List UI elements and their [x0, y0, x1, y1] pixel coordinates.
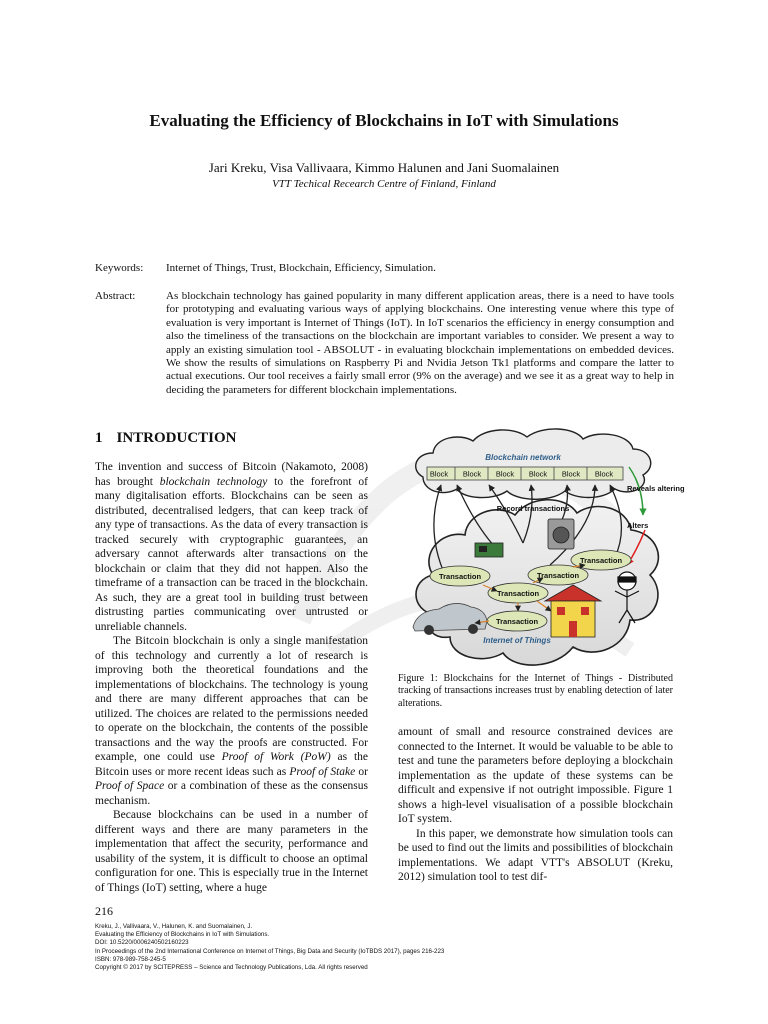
abstract-label: Abstract: [95, 290, 136, 302]
footer-line: In Proceedings of the 2nd International Conference on Internet of Things, Big Data and Security (IoTBDS 2017), pages 216-223 [95, 947, 445, 955]
abstract-text: As blockchain technology has gained popularity in many different application areas, there is a need to have tools for prototyping and evaluating various ways of applying blockchains. One interesting venue where this type of evaluation is very important is Internet of Things (IoT). In IoT scenarios the efficiency in energy consumption and also the timeliness of the transactions on the blockchain are important variables to consider. We present a way to apply an existing simulation tool - ABSOLUT - in evaluating blockchain implementations on embedded devices. We show the results of simulations on Raspberry Pi and Nvidia Jetson Tk1 platforms and compare the latter to actual executions. Our tool receives a fairly small error (9% on the average) and we see it as a great way to help in deciding the parameters for different blockchain implementations. [166, 290, 674, 396]
figure-1-caption: Figure 1: Blockchains for the Internet of Things - Distributed tracking of transactions increases trust by enabling detection of later alterations. [398, 673, 673, 709]
right-column [398, 725, 673, 885]
section-title: INTRODUCTION [116, 430, 237, 446]
page-number: 216 [95, 904, 113, 918]
paper-title: Evaluating the Efficiency of Blockchains in IoT with Simulations [149, 111, 619, 130]
block-label: Block [528, 469, 548, 479]
reveals-label [627, 484, 685, 493]
citation-footer [95, 923, 595, 972]
iot-label-text: Internet of Things [483, 636, 551, 645]
section-heading [95, 430, 251, 447]
figure-1-diagram [405, 415, 685, 673]
keywords-text: Internet of Things, Trust, Blockchain, Efficiency, Simulation. [166, 262, 436, 274]
intro-paragraph-3: Because blockchains can be used in a number of different ways and there are many parameters in the implementation that affect the security, performance and usability of the system, it is difficult to choose an optimal configuration for one. This is especially true in the Internet of Things (IoT) setting, where a huge [95, 809, 368, 894]
section-number: 1 [95, 430, 103, 446]
transaction-label: Transaction [496, 589, 540, 598]
block-label: Block [594, 469, 614, 479]
block-label: Block [462, 469, 482, 479]
block-label: Block [561, 469, 581, 479]
footer-line: Copyright © 2017 by SCITEPRESS – Science and Technology Publications, Lda. All rights reserved [95, 964, 368, 972]
blockchain-cloud [416, 429, 651, 499]
intro-paragraph-1: The invention and success of Bitcoin (Nakamoto, 2008) has brought blockchain technology to the forefront of many digitalisation efforts. Blockchains can be seen as distributed, decentralised ledgers, that can keep track of any type of transactions. As the data of every transaction is tracked securely with cryptographic guarantees, an adversary cannot afterwards alter transactions on the blockchain or claim that they did not happen. Also the timeframe of a transaction can be traced in the blockchain. As such, they are a great tool in building trust between distrusting parties communicating over untrusted or unreliable channels. [95, 461, 368, 633]
reveals-altering-text: Reveals altering [627, 484, 685, 493]
block-label: Block [495, 469, 515, 479]
record-transactions-label: Record transactions [496, 504, 570, 513]
alters-label: Alters [627, 521, 649, 530]
intro-paragraph-4: amount of small and resource constrained devices are connected to the Internet. It would be valuable to be able to test and tune the parameters before deploying a blockchain implementation as the update of these systems can be difficult and expensive if not outright impossible. Figure 1 shows a high-level visualisation of a possible blockchain IoT system. [398, 726, 673, 825]
affiliation: VTT Techical Recearch Centre of Finland, Finland [272, 178, 496, 190]
intro-paragraph-2: The Bitcoin blockchain is only a single manifestation of this technology and currently a lot of research is improving both the theoretical foundations and the implementations of blockchains. The technology is young and there are many different approaches that can be utilized. The choices are related to the permissions needed to operate on the blockchain, the contents of the possible transactions and the way the proofs are constructed. For example, one could use Proof of Work (PoW) as the Bitcoin uses or more recent ideas such as Proof of Stake or Proof of Space or a combination of these as the consensus mechanism. [95, 635, 369, 807]
keywords-label: Keywords: [95, 262, 144, 274]
block-row [427, 467, 623, 480]
footer-line: Kreku, J., Vallivaara, V., Halunen, K. and Suomalainen, J. [95, 923, 253, 930]
transaction-label: Transaction [536, 571, 580, 580]
footer-line: Evaluating the Efficiency of Blockchains in IoT with Simulations. [95, 931, 270, 939]
transaction-label: Transaction [579, 556, 623, 565]
iot-label [483, 636, 551, 645]
footer-line: ISBN: 978-989-758-245-5 [95, 955, 166, 963]
author-list: Jari Kreku, Visa Vallivaara, Kimmo Halunen and Jani Suomalainen [208, 160, 560, 175]
transaction-label: Transaction [438, 572, 482, 581]
block-label: Block [429, 469, 449, 479]
intro-paragraph-5: In this paper, we demonstrate how simulation tools can be used to find out the limits and possibilities of blockchain implementations. We adapt VTT's ABSOLUT (Kreku, 2012) simulation tool to test dif- [398, 827, 673, 883]
footer-line: DOI: 10.5220/0006240502160223 [95, 939, 189, 947]
left-column [95, 460, 369, 894]
blockchain-network-label: Blockchain network [485, 453, 561, 462]
transaction-label: Transaction [495, 617, 539, 626]
